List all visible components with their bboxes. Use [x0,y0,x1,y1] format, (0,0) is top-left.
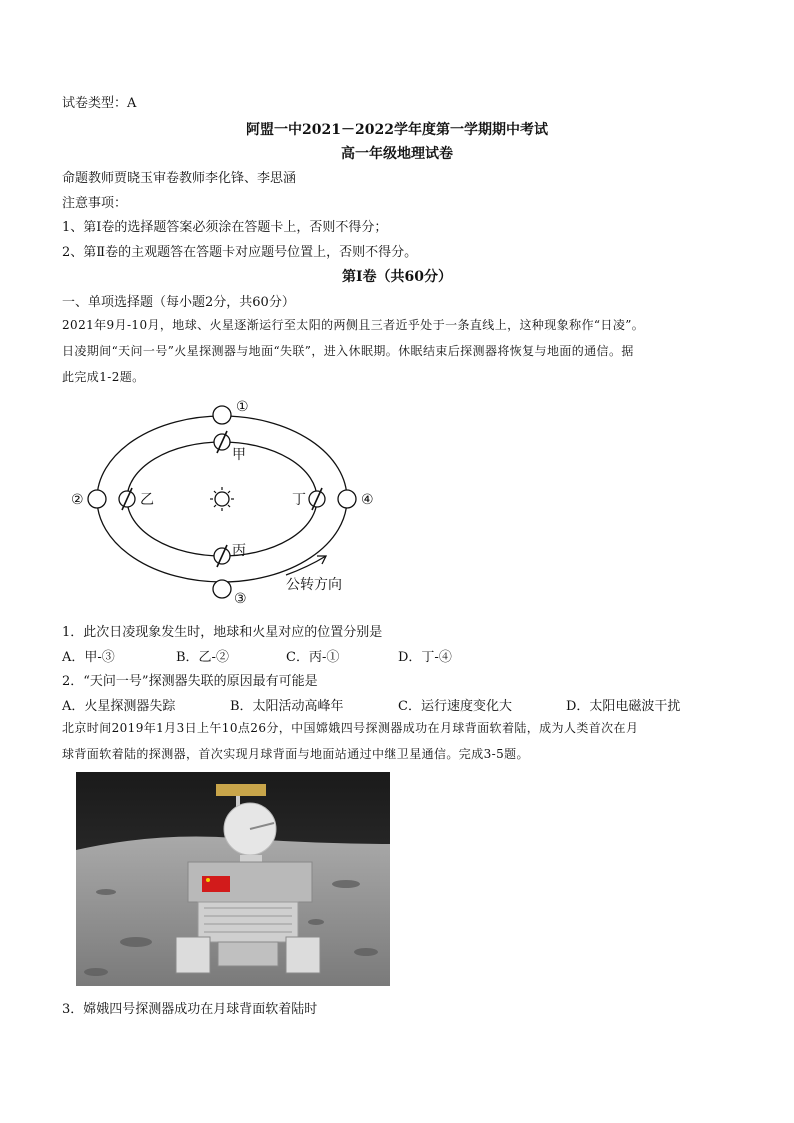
exam-title: 阿盟一中2021－2022学年度第一学期期中考试 [246,122,548,138]
note-item: 2、第Ⅱ卷的主观题答在答题卡对应题号位置上，否则不得分。 [62,245,418,260]
authors-line: 命题教师贾晓玉审卷教师李化锋、李思涵 [62,171,297,186]
question-option: B．乙-② [176,650,229,665]
sun-icon [210,487,234,511]
question-option: B．太阳活动高峰年 [230,699,344,714]
notes-heading: 注意事项： [62,196,128,211]
label-bing: 丙 [232,543,246,559]
question-option: A．火星探测器失踪 [62,699,176,714]
outer-position-1 [213,406,231,424]
lunar-rover-photo [76,772,390,986]
outer-position-2 [88,490,106,508]
passage-line: 2021年9月-10月，地球、火星逐渐运行至太阳的两侧且三者近乎处于一条直线上，这种现象称作“日凌”。 [62,318,645,332]
orbit-diagram [60,392,390,612]
passage-line: 北京时间2019年1月3日上午10点26分，中国嫦娥四号探测器成功在月球背面软着陆，成为人类首次在月 [62,721,639,735]
question-stem: 3．嫦娥四号探测器成功在月球背面软着陆时 [62,1002,318,1017]
part-heading: 一、单项选择题（每小题2分，共60分） [62,295,295,310]
outer-position-4 [338,490,356,508]
direction-label: 公转方向 [286,577,342,593]
passage-line: 此完成1-2题。 [62,370,145,384]
exam-subtitle: 高一年级地理试卷 [341,146,453,162]
label-outer-2: ② [71,492,84,508]
direction-arrow-icon [286,556,326,575]
question-stem: 2．“天问一号”探测器失联的原因最有可能是 [62,674,318,689]
outer-position-3 [213,580,231,598]
section-title: 第Ⅰ卷（共60分） [341,269,453,285]
question-stem: 1．此次日凌现象发生时，地球和火星对应的位置分别是 [62,625,383,640]
label-outer-1: ① [236,399,249,415]
passage-line: 日凌期间“天问一号”火星探测器与地面“失联”，进入休眠期。休眠结束后探测器将恢复与地面的通信。据 [62,344,634,358]
label-outer-4: ④ [361,492,374,508]
question-option: A．甲-③ [62,650,115,665]
question-option: D．丁-④ [398,650,452,665]
paper-type: 试卷类型：A [62,96,137,111]
label-jia: 甲 [232,447,246,463]
passage-line: 球背面软着陆的探测器，首次实现月球背面与地面站通过中继卫星通信。完成3-5题。 [62,747,529,761]
question-option: D．太阳电磁波干扰 [566,699,681,714]
label-outer-3: ③ [234,591,247,607]
question-option: C．丙-① [286,650,340,665]
note-item: 1、第Ⅰ卷的选择题答案必须涂在答题卡上，否则不得分； [62,220,388,235]
question-option: C．运行速度变化大 [398,699,512,714]
label-ding: 丁 [292,492,306,508]
label-yi: 乙 [140,492,154,508]
flag-icon [202,876,230,892]
